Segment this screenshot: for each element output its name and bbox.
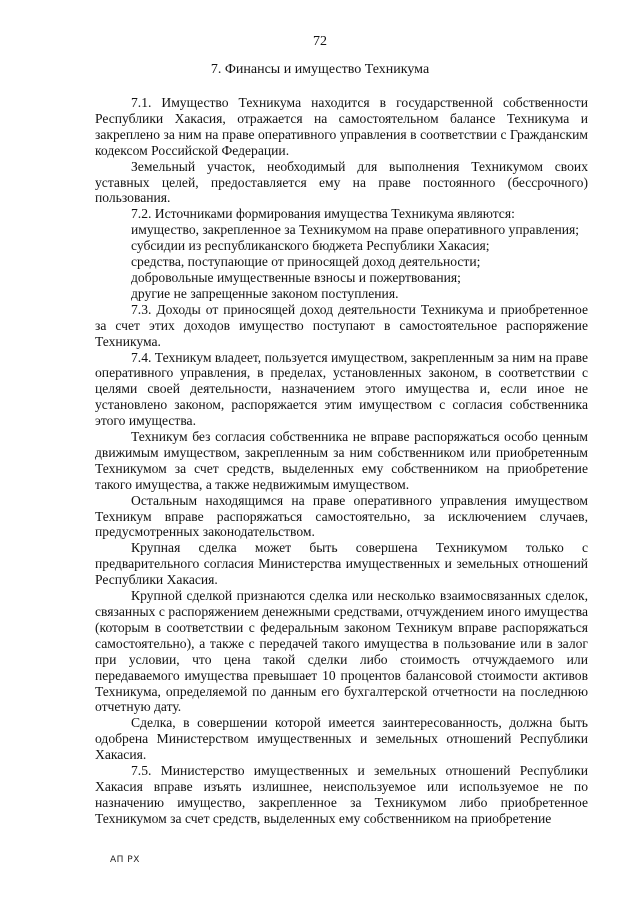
paragraph-interested-deal: Сделка, в совершении которой имеется заинтересованность, должна быть одобрена Министерством имущественных и земельных отношений Республики Хакасия. bbox=[95, 715, 588, 763]
list-item: имущество, закрепленное за Техникумом на праве оперативного управления; bbox=[131, 222, 580, 238]
paragraph-7-3: 7.3. Доходы от приносящей доход деятельности Техникума и приобретенное за счет этих доходов имущество поступают в самостоятельное распоряжение Техникума. bbox=[95, 301, 588, 349]
paragraph-valuable-property: Техникум без согласия собственника не вправе распоряжаться особо ценным движимым имуществом, закрепленным за ним собственником или приобретенным Техникумом за счет средств, выделенных ему собственником на приобретение такого имущества, а также недвижимым имуществом. bbox=[95, 429, 588, 492]
paragraph-7-2: 7.2. Источниками формирования имущества Техникума являются: bbox=[131, 206, 515, 222]
paragraph-major-deal-definition: Крупной сделкой признаются сделка или несколько взаимосвязанных сделок, связанных с распоряжением денежными средствами, отчуждением иного имущества (которым в соответствии с федеральным законом Техникум вправе распоряжаться самостоятельно), а также с передачей такого имущества в пользование или в залог при условии, что цена такой сделки либо стоимость отчуждаемого или передаваемого имущества превышает 10 процентов балансовой стоимости активов Техникума, определяемой по данным его бухгалтерской отчетности на последнюю отчетную дату. bbox=[95, 588, 588, 715]
paragraph-7-5: 7.5. Министерство имущественных и земельных отношений Республики Хакасия вправе изъять излишнее, неиспользуемое или используемое не по назначению имущество, закрепленное за Техникумом либо приобретенное Техникумом за счет средств, выделенных ему собственником на приобретение bbox=[95, 763, 588, 826]
paragraph-land-plot: Земельный участок, необходимый для выполнения Техникумом своих уставных целей, предоставляется ему на праве постоянного (бессрочного) пользования. bbox=[95, 158, 588, 206]
footer-mark: АП РХ bbox=[110, 855, 140, 865]
paragraph-7-4: 7.4. Техникум владеет, пользуется имуществом, закрепленным за ним на праве оперативного управления, в пределах, установленных законом, в соответствии с целями своей деятельности, назначением этого имущества и, если иное не установлено законом, распоряжается этим имуществом с согласия собственника этого имущества. bbox=[95, 349, 588, 429]
page-number: 72 bbox=[313, 34, 327, 49]
section-title: 7. Финансы и имущество Техникума bbox=[210, 62, 430, 77]
list-item: субсидии из республиканского бюджета Республики Хакасия; bbox=[131, 238, 490, 254]
document-body bbox=[95, 95, 588, 827]
paragraph-other-property: Остальным находящимся на праве оперативного управления имуществом Техникум вправе распоряжаться самостоятельно, за исключением случаев, предусмотренных законодательством. bbox=[95, 492, 588, 540]
paragraph-7-1: 7.1. Имущество Техникума находится в государственной собственности Республики Хакасия, отражается на самостоятельном балансе Техникума и закреплено за ним на праве оперативного управления в соответствии с Гражданским кодексом Российской Федерации. bbox=[95, 95, 588, 158]
list-item: средства, поступающие от приносящей доход деятельности; bbox=[131, 254, 481, 270]
list-item: другие не запрещенные законом поступления. bbox=[131, 285, 399, 301]
paragraph-major-deal: Крупная сделка может быть совершена Техникумом только с предварительного согласия Министерства имущественных и земельных отношений Республики Хакасия. bbox=[95, 540, 588, 588]
list-item: добровольные имущественные взносы и пожертвования; bbox=[131, 269, 461, 285]
